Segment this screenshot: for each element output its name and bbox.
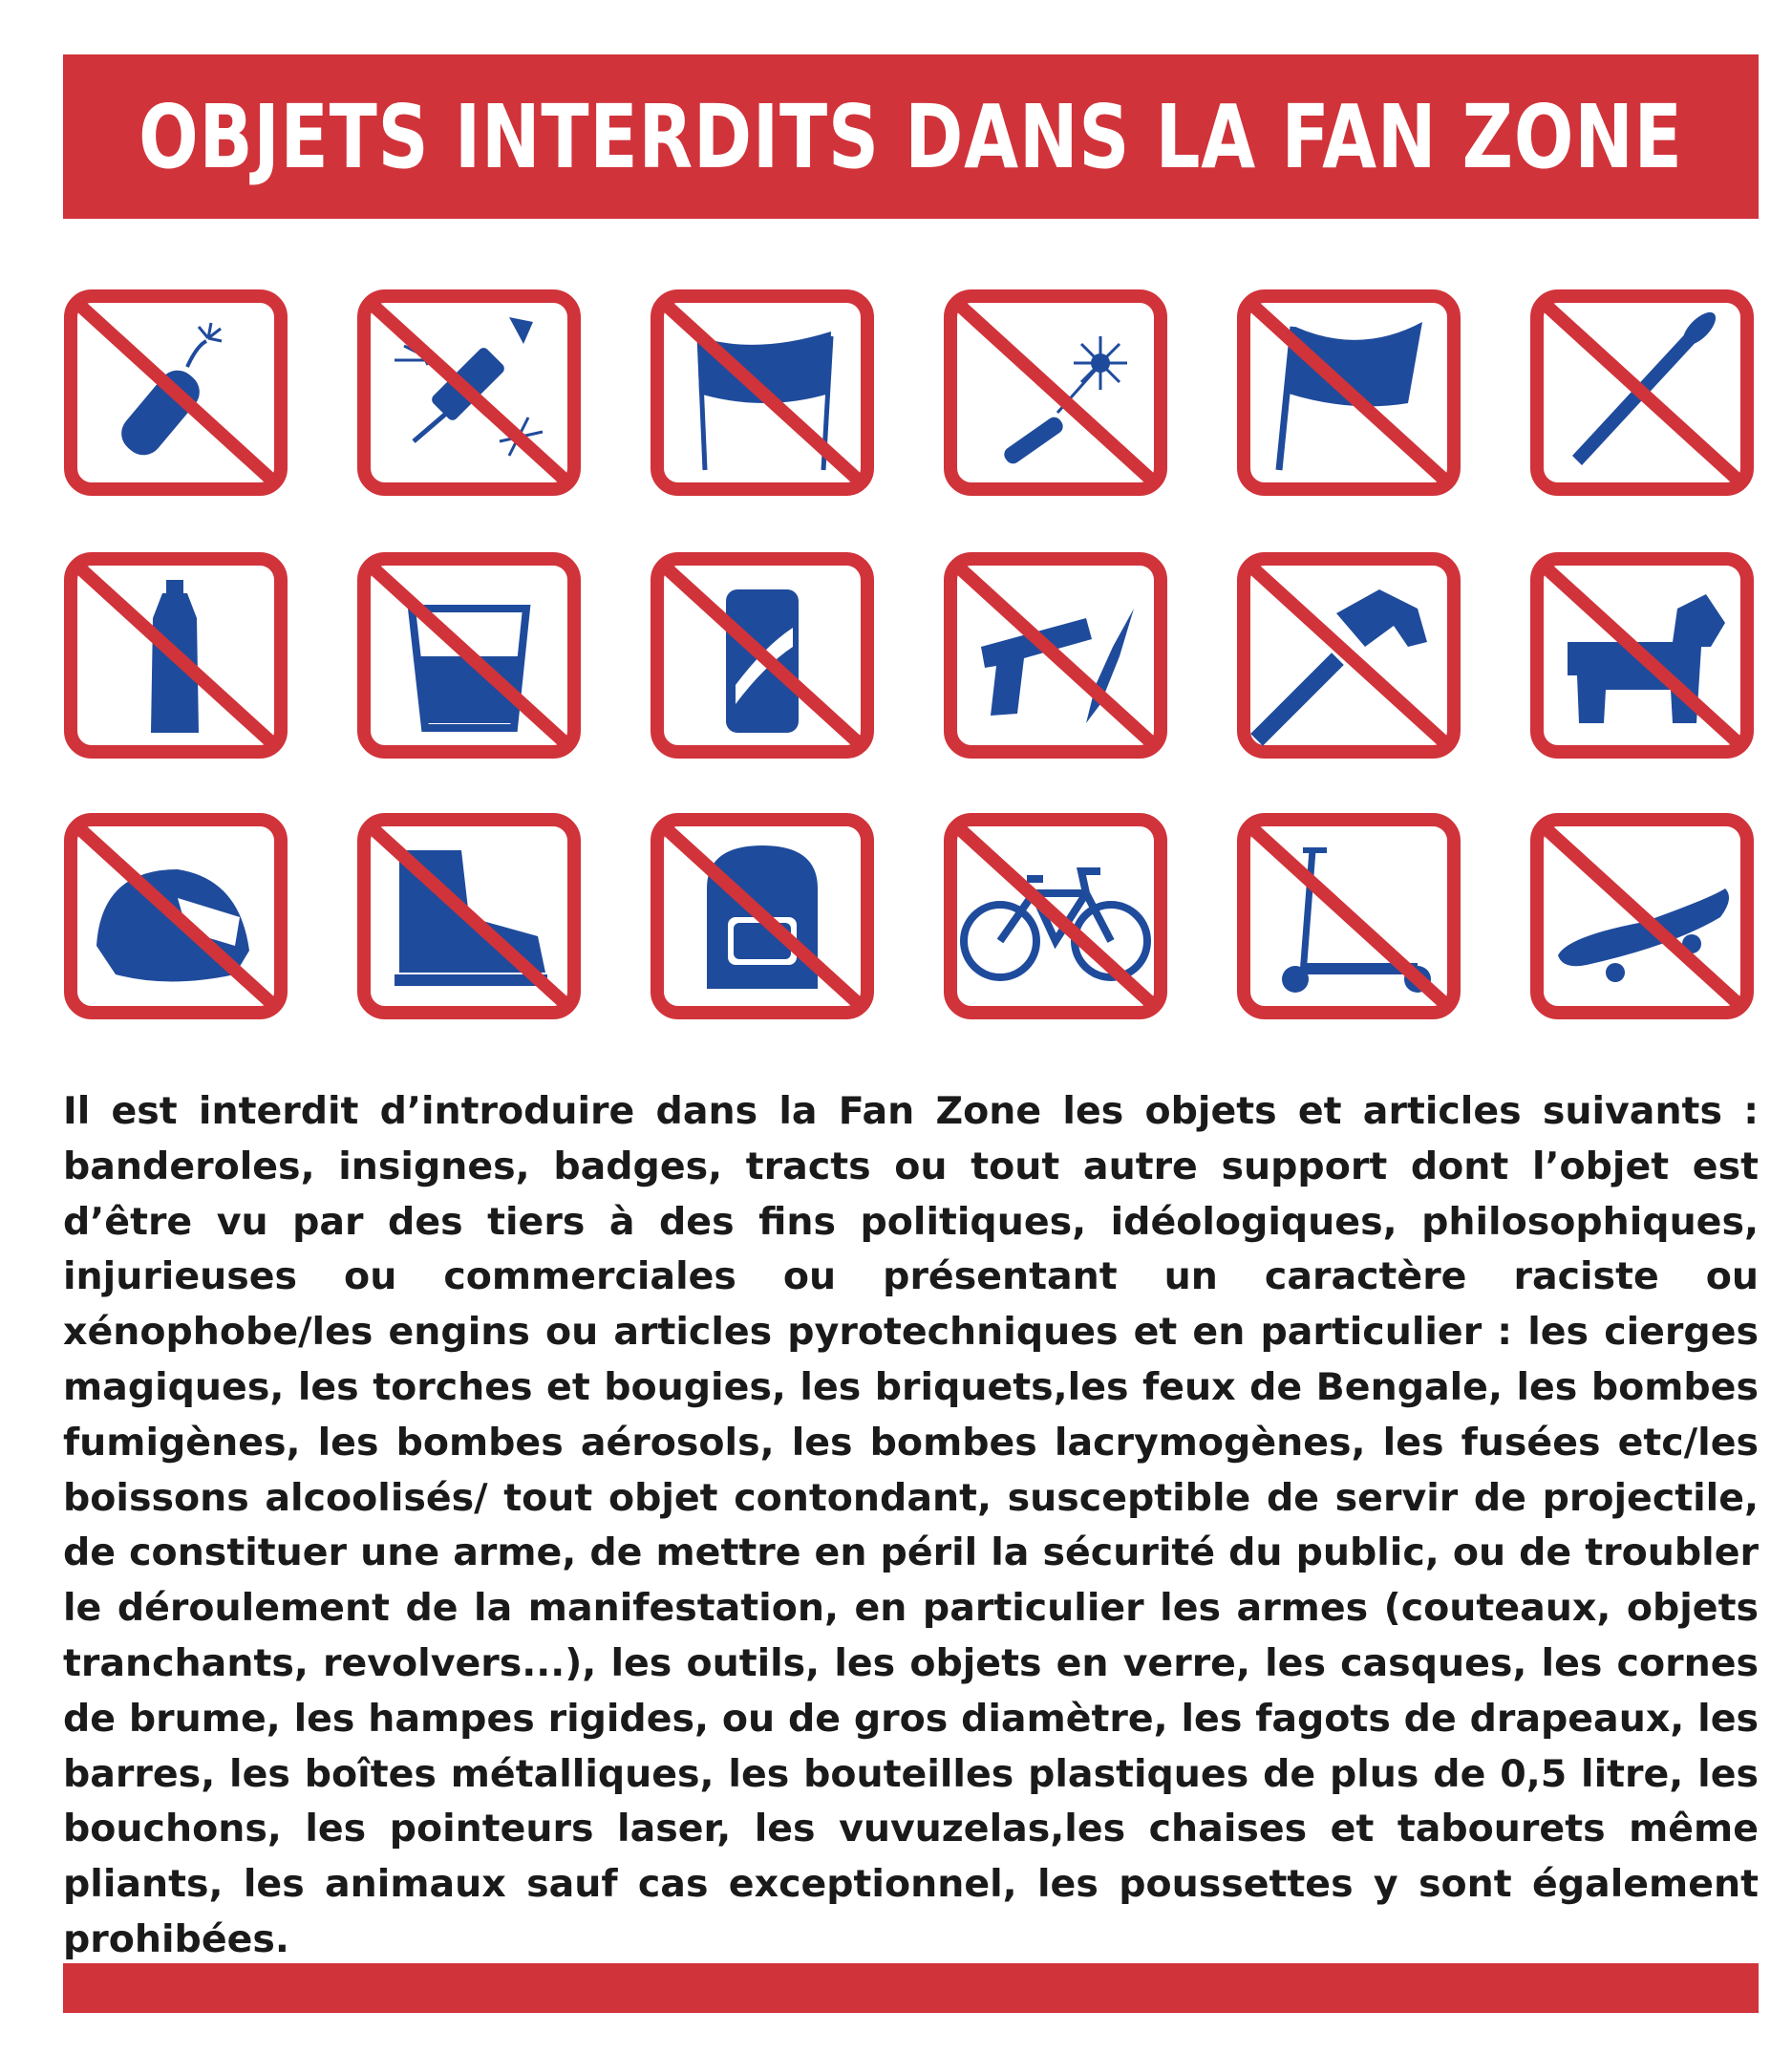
prohibited-items-paragraph: Il est interdit d’introduire dans la Fan Zone les objets et articles suivants : banderoles, insignes, badges, tracts ou tout autre support dont l’objet est d’être vu par des tiers à des fins politiques, idéologiques, philosophiques, injurieuses ou commerciales ou présentant un caractère raciste ou xénophobe/les engins ou articles pyrotechniques et en particulier : les cierges magiques, les torches et bougies, les briquets,les feux de Bengale, les bombes fumigènes, les bombes aérosols, les bombes lacrymogènes, les fusées etc/les boissons alcoolisés/ tout objet contondant, susceptible de servir de projectile, de constituer une arme, de mettre en péril la sécurité du public, ou de troubler le déroulement de la manifestation, en particulier les armes (couteaux, objets tranchants, revolvers...), les outils, les objets en verre, les casques, les cornes de brume, les hampes rigides, ou de gros diamètre, les fagots de drapeaux, les barres, les boîtes métalliques, les bouteilles plastiques de plus de 0,5 litre, les bouchons, les pointeurs laser, les vuvuzelas,les chaises et tabourets même pliants, les animaux sauf cas exceptionnel, les poussettes y sont également prohibées. [63, 1089, 1759, 1961]
prohibited-bottle-sign [63, 551, 288, 760]
plastic-bottle-icon [63, 551, 288, 760]
prohibited-can-sign [650, 551, 875, 760]
prohibited-dog-sign [1529, 551, 1755, 760]
helmet-icon [63, 812, 288, 1020]
title-banner [63, 54, 1759, 219]
laser-pointer-icon [943, 289, 1168, 497]
flag-icon [1236, 289, 1461, 497]
bicycle-icon [943, 812, 1168, 1020]
backpack-icon [650, 812, 875, 1020]
footer-bar [63, 1963, 1759, 2013]
prohibited-helmet-sign [63, 812, 288, 1020]
dynamite-icon [63, 289, 288, 497]
prohibited-boot-sign [356, 812, 582, 1020]
skateboard-icon [1529, 812, 1755, 1020]
vuvuzela-icon [1529, 289, 1755, 497]
prohibited-firework-sign [356, 289, 582, 497]
prohibited-glass-sign [356, 551, 582, 760]
prohibited-flag-sign [1236, 289, 1461, 497]
prohibited-dynamite-sign [63, 289, 288, 497]
prohibited-banner-sign [650, 289, 875, 497]
can-icon [650, 551, 875, 760]
prohibited-laser-sign [943, 289, 1168, 497]
prohibited-weapons-sign [943, 551, 1168, 760]
hammer-icon [1236, 551, 1461, 760]
boot-icon [356, 812, 582, 1020]
banner-flag-icon [650, 289, 875, 497]
dog-icon [1529, 551, 1755, 760]
glass-icon [356, 551, 582, 760]
prohibited-skateboard-sign [1529, 812, 1755, 1020]
weapons-icon [943, 551, 1168, 760]
prohibited-backpack-sign [650, 812, 875, 1020]
scooter-icon [1236, 812, 1461, 1020]
prohibited-vuvuzela-sign [1529, 289, 1755, 497]
prohibited-bicycle-sign [943, 812, 1168, 1020]
firework-rocket-icon [356, 289, 582, 497]
prohibited-hammer-sign [1236, 551, 1461, 760]
page-title: OBJETS INTERDITS DANS LA FAN ZONE [139, 85, 1683, 188]
prohibited-scooter-sign [1236, 812, 1461, 1020]
